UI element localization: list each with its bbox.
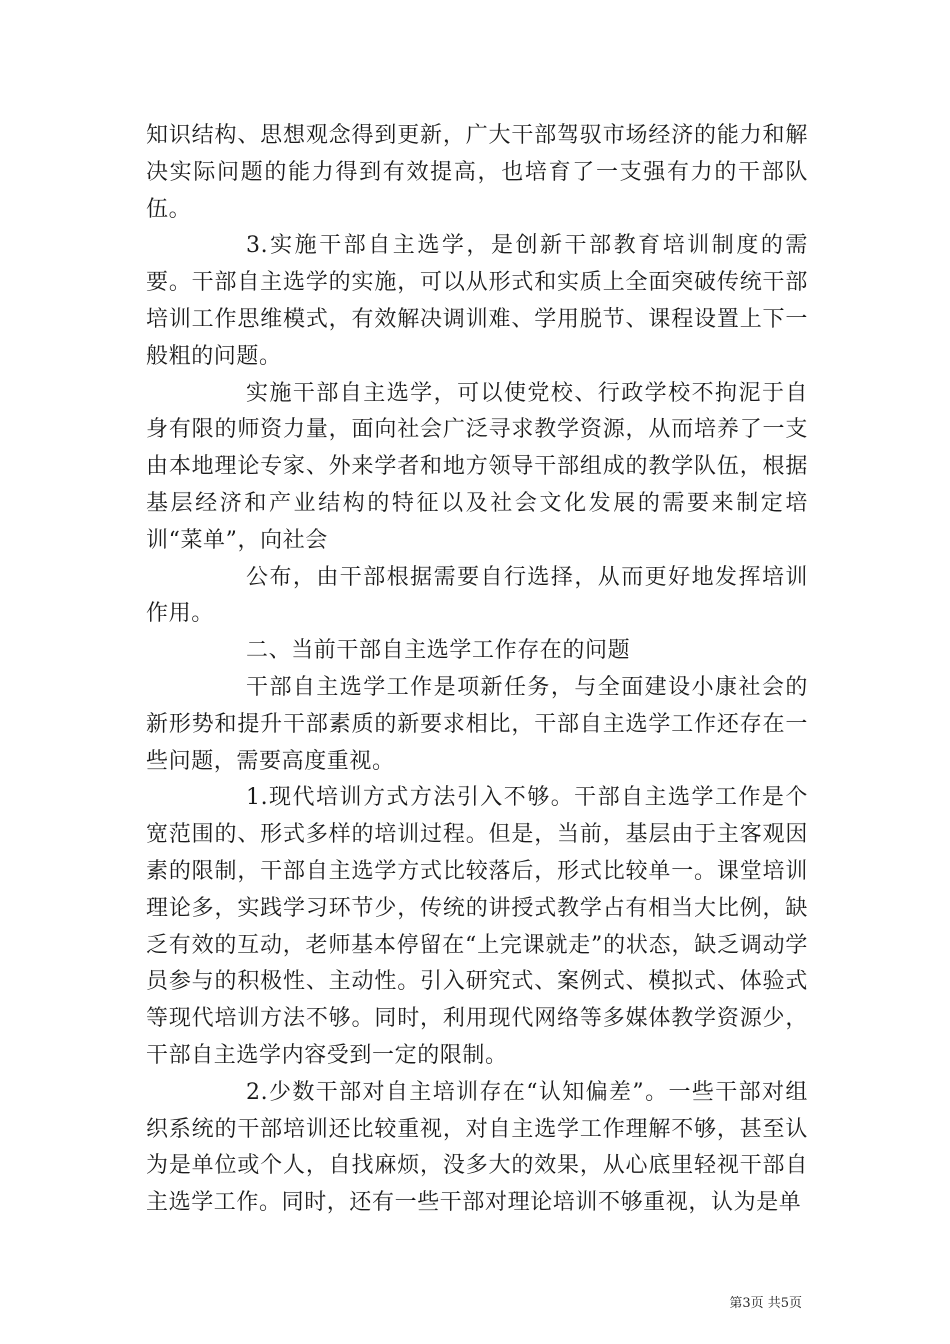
- page-number: 第3页 共5页: [729, 1296, 802, 1311]
- paragraph-point-3: 3.实施干部自主选学，是创新干部教育培训制度的需要。干部自主选学的实施，可以从形式和实质上全面突破传统干部培训工作思维模式，有效解决调训难、学用脱节、课程设置上下一般粗的问题。: [146, 233, 808, 369]
- paragraph-new-task: 干部自主选学工作是项新任务，与全面建设小康社会的新形势和提升干部素质的新要求相比，干部自主选学工作还存在一些问题，需要高度重视。: [146, 674, 808, 774]
- paragraph-point-1: 1.现代培训方式方法引入不够。干部自主选学工作是个宽范围的、形式多样的培训过程。但是，当前，基层由于主客观因素的限制，干部自主选学方式比较落后，形式比较单一。课堂培训理论多，实践学习环节少，传统的讲授式教学占有相当大比例，缺乏有效的互动，老师基本停留在“上完课就走”的状态，缺乏调动学员参与的积极性、主动性。引入研究式、案例式、模拟式、体验式等现代培训方法不够。同时，利用现代网络等多媒体教学资源少，干部自主选学内容受到一定的限制。: [146, 785, 808, 1068]
- paragraph-self-selection: 实施干部自主选学，可以使党校、行政学校不拘泥于自身有限的师资力量，面向社会广泛寻求教学资源，从而培养了一支由本地理论专家、外来学者和地方领导干部组成的教学队伍，根据基层经济和产业结构的特征以及社会文化发展的需要来制定培训“菜单”，向社会: [146, 380, 808, 553]
- section-heading-problems: 二、当前干部自主选学工作存在的问题: [246, 638, 631, 664]
- paragraph-publish: 公布，由干部根据需要自行选择，从而更好地发挥培训作用。: [146, 564, 808, 627]
- paragraph-continuation: 知识结构、思想观念得到更新，广大干部驾驭市场经济的能力和解决实际问题的能力得到有效提高，也培育了一支强有力的干部队伍。: [146, 123, 808, 222]
- paragraph-point-2: 2.少数干部对自主培训存在“认知偏差”。一些干部对组织系统的干部培训还比较重视，对自主选学工作理解不够，甚至认为是单位或个人，自找麻烦，没多大的效果，从心底里轻视干部自主选学工作。同时，还有一些干部对理论培训不够重视，认为是单: [146, 1079, 808, 1216]
- document-body: [146, 118, 808, 1222]
